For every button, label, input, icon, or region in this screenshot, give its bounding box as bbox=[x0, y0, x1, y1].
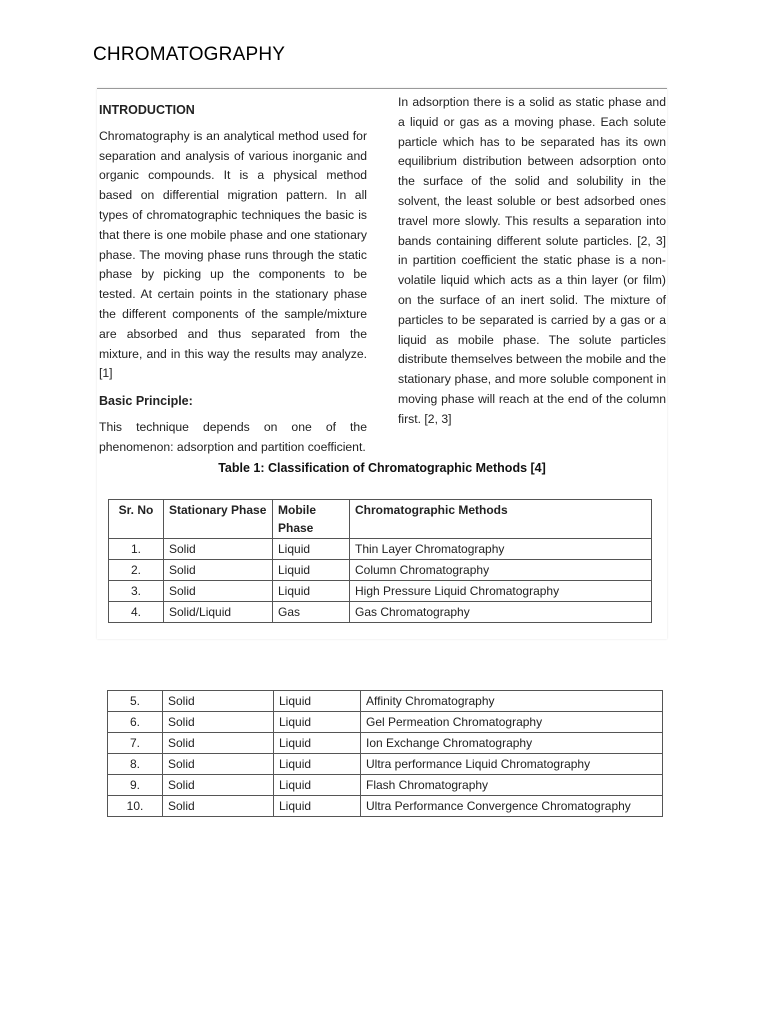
cell-method: Flash Chromatography bbox=[361, 775, 663, 796]
cell-stationary: Solid bbox=[163, 754, 274, 775]
cell-stationary: Solid bbox=[163, 712, 274, 733]
cell-mobile: Liquid bbox=[274, 796, 361, 817]
table-row bbox=[108, 733, 663, 754]
cell-mobile: Liquid bbox=[274, 691, 361, 712]
basic-principle-paragraph: This technique depends on one of the phenomenon: adsorption and partition coefficient. bbox=[99, 419, 367, 454]
cell-mobile: Liquid bbox=[274, 712, 361, 733]
table-row bbox=[108, 691, 663, 712]
table-row bbox=[108, 754, 663, 775]
header-sr-no: Sr. No bbox=[109, 500, 164, 539]
cell-sr: 1. bbox=[109, 539, 164, 560]
cell-sr: 9. bbox=[108, 775, 163, 796]
cell-mobile: Liquid bbox=[273, 539, 350, 560]
table-row bbox=[109, 539, 652, 560]
cell-sr: 7. bbox=[108, 733, 163, 754]
left-column bbox=[99, 93, 367, 458]
cell-stationary: Solid bbox=[163, 775, 274, 796]
table-header-row bbox=[109, 500, 652, 539]
cell-stationary: Solid bbox=[163, 691, 274, 712]
scanned-page bbox=[97, 88, 667, 639]
cell-mobile: Liquid bbox=[274, 733, 361, 754]
cell-method: High Pressure Liquid Chromatography bbox=[350, 581, 652, 602]
table-row bbox=[109, 581, 652, 602]
cell-sr: 2. bbox=[109, 560, 164, 581]
cell-mobile: Liquid bbox=[273, 560, 350, 581]
document-title: CHROMATOGRAPHY bbox=[93, 44, 286, 65]
cell-method: Ultra performance Liquid Chromatography bbox=[361, 754, 663, 775]
table-row bbox=[108, 796, 663, 817]
table-row bbox=[108, 775, 663, 796]
cell-method: Ion Exchange Chromatography bbox=[361, 733, 663, 754]
header-methods: Chromatographic Methods bbox=[350, 500, 652, 539]
cell-stationary: Solid bbox=[163, 796, 274, 817]
cell-sr: 3. bbox=[109, 581, 164, 602]
cell-sr: 5. bbox=[108, 691, 163, 712]
header-mobile-phase: Mobile Phase bbox=[273, 500, 350, 539]
table-row bbox=[108, 712, 663, 733]
cell-sr: 8. bbox=[108, 754, 163, 775]
cell-method: Column Chromatography bbox=[350, 560, 652, 581]
cell-stationary: Solid bbox=[164, 539, 273, 560]
cell-mobile: Liquid bbox=[274, 775, 361, 796]
cell-stationary: Solid/Liquid bbox=[164, 602, 273, 623]
cell-sr: 10. bbox=[108, 796, 163, 817]
cell-stationary: Solid bbox=[164, 560, 273, 581]
cell-method: Gel Permeation Chromatography bbox=[361, 712, 663, 733]
cell-stationary: Solid bbox=[163, 733, 274, 754]
table-row bbox=[109, 560, 652, 581]
classification-table bbox=[108, 499, 652, 623]
cell-sr: 6. bbox=[108, 712, 163, 733]
cell-mobile: Liquid bbox=[273, 581, 350, 602]
adsorption-paragraph: In adsorption there is a solid as static phase and a liquid or gas as a moving phase. Each solute particle which has to be separated has its own equilibrium distribution between adsorption onto the surface of the solid and solubility in the solvent, the least soluble or best adsorbed ones travel more slowly. This results a separation into bands containing different solute particles. [2, 3] in partition coefficient the static phase is a non-volatile liquid which acts as a thin layer (or film) on the surface of an inert solid. The mixture of particles to be separated is carried by a gas or a liquid as mobile phase. The solute particles distribute themselves between the mobile and the stationary phase, and more soluble component in moving phase will reach at the end of the column first. [2, 3] bbox=[398, 95, 666, 426]
cell-method: Gas Chromatography bbox=[350, 602, 652, 623]
table-row bbox=[109, 602, 652, 623]
cell-mobile: Liquid bbox=[274, 754, 361, 775]
cell-mobile: Gas bbox=[273, 602, 350, 623]
basic-principle-heading: Basic Principle: bbox=[99, 394, 193, 409]
introduction-paragraph: Chromatography is an analytical method used for separation and analysis of various inorganic and organic compounds. It is a physical method based on differential migration pattern. In all types of chromatographic techniques the basic is that there is one mobile phase and one stationary phase. The moving phase runs through the static phase by picking up the components to be tested. At certain points in the stationary phase the different components of the sample/mixture are absorbed and thus separated from the mixture, and in this way the results may analyze. [1] bbox=[99, 128, 367, 381]
cell-method: Thin Layer Chromatography bbox=[350, 539, 652, 560]
introduction-heading: INTRODUCTION bbox=[99, 103, 195, 117]
table-caption: Table 1: Classification of Chromatographic Methods [4] bbox=[218, 461, 546, 475]
classification-table-continued bbox=[107, 690, 663, 817]
right-column bbox=[398, 93, 666, 430]
cell-sr: 4. bbox=[109, 602, 164, 623]
cell-stationary: Solid bbox=[164, 581, 273, 602]
header-stationary-phase: Stationary Phase bbox=[164, 500, 273, 539]
cell-method: Affinity Chromatography bbox=[361, 691, 663, 712]
cell-method: Ultra Performance Convergence Chromatography bbox=[361, 796, 663, 817]
